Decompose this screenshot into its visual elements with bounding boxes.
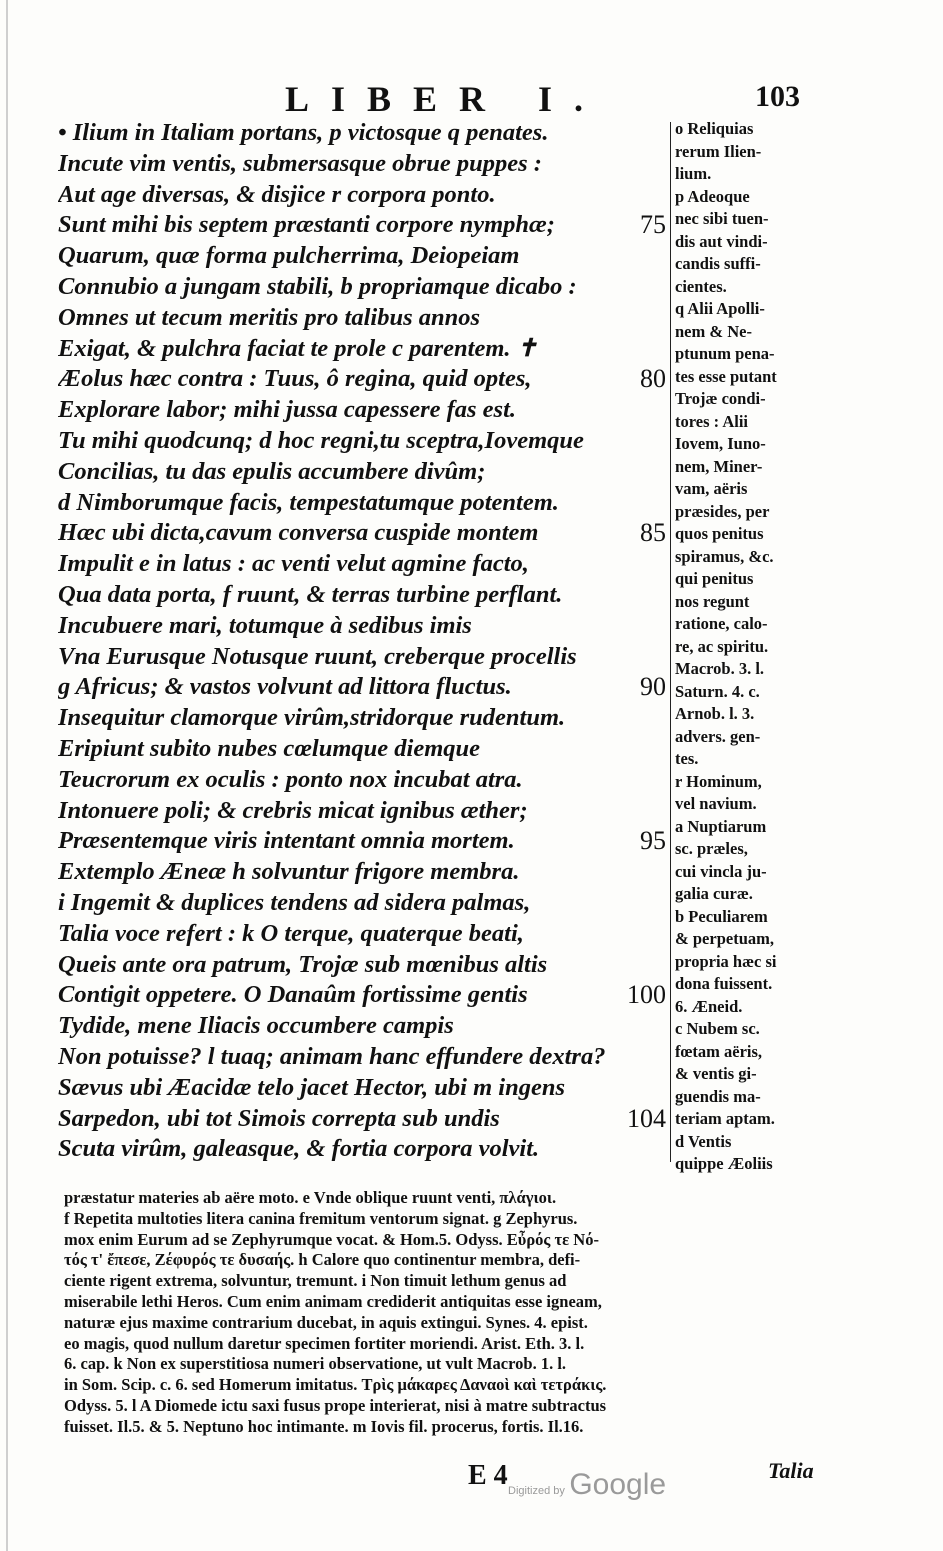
verse-line — [58, 518, 670, 549]
verse-line — [58, 796, 670, 827]
verse-text: i Ingemit & duplices tendens ad sidera palmas, — [58, 888, 531, 916]
running-head: LIBER I. — [285, 79, 606, 119]
verse-text: Explorare labor; mihi jussa capessere fas est. — [58, 396, 517, 424]
marginal-note-line: o Reliquias — [675, 119, 754, 138]
marginal-note-line: re, ac spiritu. — [675, 636, 769, 656]
marginal-note-line: galia curæ. — [675, 884, 753, 903]
line-number: 85 — [640, 518, 666, 548]
verse-line — [58, 980, 670, 1011]
verse-line — [58, 888, 670, 919]
marginal-notes — [675, 118, 825, 1176]
line-number: 100 — [627, 980, 666, 1010]
verse-text: Impulit e in latus : ac venti velut agmine facto, — [58, 550, 529, 578]
marginal-note-line: cui vincla ju- — [675, 861, 767, 881]
verse-text: Sævus ubi Æacidæ telo jacet Hector, ubi m ingens — [58, 1073, 566, 1101]
marginal-note-line: ratione, calo- — [675, 614, 768, 633]
verse-text: g Africus; & vastos volvunt ad littora fluctus. — [58, 673, 512, 701]
marginal-note-line: rerum Ilien- — [675, 141, 762, 161]
verse-line — [58, 549, 670, 580]
marginal-note-line: p Adeoque — [675, 186, 750, 206]
marginal-note-line: r Hominum, — [675, 771, 762, 791]
verse-line — [58, 950, 670, 981]
verse-line — [58, 1042, 670, 1073]
verse-text: Sarpedon, ubi tot Simois correpta sub undis — [58, 1104, 500, 1132]
marginal-note-line: teriam aptam. — [675, 1109, 775, 1128]
verse-line — [58, 1134, 670, 1165]
line-number: 80 — [640, 364, 666, 394]
verse-line — [58, 919, 670, 950]
marginal-note-line: qui penitus — [675, 569, 754, 588]
verse-text: Qua data porta, f ruunt, & terras turbine perflant. — [58, 580, 563, 608]
verse-text: Teucrorum ex oculis : ponto nox incubat atra. — [58, 765, 523, 793]
verse-text: Connubio a jungam stabili, b propriamque dicabo : — [58, 272, 577, 300]
verse-text: Exigat, & pulchra faciat te prole c parentem. ✝ — [58, 334, 538, 362]
marginal-note-line: Saturn. 4. c. — [675, 681, 760, 701]
verse-text: • Ilium in Italiam portans, p victosque q penates. — [58, 119, 549, 146]
marginal-note-line: c Nubem sc. — [675, 1019, 760, 1038]
footnote-line: 6. cap. k Non ex superstitiosa numeri observatione, ut vult Macrob. 1. l. — [64, 1354, 567, 1374]
page-number: 103 — [755, 80, 800, 113]
verse-text: Eripiunt subito nubes cœlumque diemque — [58, 734, 481, 762]
verse-line — [58, 303, 670, 334]
verse-line — [58, 272, 670, 303]
footnote-line: eo magis, quod nullum daretur specimen fortiter moriendi. Arist. Eth. 3. l. — [64, 1333, 585, 1353]
verse-line — [58, 210, 670, 241]
verse-line — [58, 149, 670, 180]
verse-text: Concilias, tu das epulis accumbere divûm; — [58, 457, 486, 485]
watermark-logo: Google — [569, 1468, 667, 1501]
verse-line — [58, 1011, 670, 1042]
watermark-prefix: Digitized by — [508, 1485, 565, 1497]
footnote-line: mox enim Eurum ad se Zephyrumque vocat. & Hom.5. Odyss. Εὖρός τε Νό- — [64, 1229, 599, 1249]
marginal-note-line: dis aut vindi- — [675, 231, 768, 251]
marginal-note-line: tores : Alii — [675, 411, 749, 431]
marginal-note-line: a Nuptiarum — [675, 816, 767, 836]
line-number: 104 — [627, 1103, 666, 1133]
marginal-note-line: b Peculiarem — [675, 906, 768, 926]
footnote-line: miserabile lethi Heros. Cum enim animam crediderit antiquitas esse igneam, — [64, 1291, 602, 1311]
marginal-note-line: Arnob. l. 3. — [675, 704, 755, 723]
verse-line — [58, 765, 670, 796]
verse-line — [58, 826, 670, 857]
marginal-note-line: candis suffi- — [675, 254, 761, 273]
verse-line — [58, 734, 670, 765]
digitized-watermark — [508, 1468, 666, 1502]
verse-text: Non potuisse? l tuaq; animam hanc effundere dextra? — [58, 1042, 606, 1070]
marginal-note-line: Iovem, Iuno- — [675, 434, 766, 453]
marginal-note-line: 6. Æneid. — [675, 996, 743, 1016]
footnotes — [64, 1188, 844, 1438]
verse-line — [58, 857, 670, 888]
line-number: 90 — [640, 672, 666, 702]
column-rule — [670, 122, 671, 1162]
marginal-note-line: Trojæ condi- — [675, 389, 766, 408]
marginal-note-line: quippe Æoliis — [675, 1154, 773, 1173]
marginal-note-line: vel navium. — [675, 794, 757, 813]
page-header — [0, 78, 943, 118]
line-number: 75 — [640, 210, 666, 240]
marginal-note-line: advers. gen- — [675, 726, 761, 746]
marginal-note-line: tes. — [675, 749, 699, 768]
verse-text: Incute vim ventis, submersasque obrue puppes : — [58, 149, 542, 177]
marginal-note-line: propria hæc si — [675, 951, 777, 971]
verse-text: Contigit oppetere. O Danaûm fortissime gentis — [58, 981, 528, 1009]
footnote-line: in Som. Scip. c. 6. sed Homerum imitatus. Τρὶς μάκαρες Δαναοὶ καὶ τετράκις. — [64, 1375, 607, 1395]
verse-line — [58, 1104, 670, 1135]
marginal-note-line: d Ventis — [675, 1131, 732, 1151]
verse-text: Scuta virûm, galeasque, & fortia corpora volvit. — [58, 1135, 540, 1163]
footnote-line: fuisset. Il.5. & 5. Neptuno hoc intimante. m Iovis fil. procerus, fortis. Il.16. — [64, 1416, 584, 1436]
verse-line — [58, 457, 670, 488]
verse-text: d Nimborumque facis, tempestatumque potentem. — [58, 488, 559, 516]
verse-text: Aut age diversas, & disjice r corpora ponto. — [58, 180, 496, 208]
footnote-line: præstatur materies ab aëre moto. e Vnde oblique ruunt venti, πλάγιοι. — [64, 1188, 557, 1207]
page-edge — [6, 0, 8, 1551]
catchword: Talia — [768, 1458, 814, 1483]
verse-text: Hæc ubi dicta,cavum conversa cuspide montem — [58, 519, 539, 547]
verse-text: Sunt mihi bis septem præstanti corpore nymphæ; — [58, 211, 555, 239]
marginal-note-line: nos regunt — [675, 591, 750, 611]
marginal-note-line: spiramus, &c. — [675, 546, 774, 566]
verse-text: Æolus hæc contra : Tuus, ô regina, quid optes, — [58, 365, 532, 393]
verse-line — [58, 241, 670, 272]
marginal-note-line: q Alii Apolli- — [675, 299, 765, 318]
verse-line — [58, 395, 670, 426]
verse-line — [58, 364, 670, 395]
marginal-note-line: guendis ma- — [675, 1086, 761, 1106]
verse-text: Præsentemque viris intentant omnia mortem. — [58, 827, 515, 855]
marginal-note-line: & perpetuam, — [675, 929, 774, 948]
marginal-note-line: sc. præles, — [675, 839, 748, 858]
verse-line — [58, 580, 670, 611]
signature-mark: E 4 — [468, 1460, 508, 1491]
marginal-note-line: fœtam aëris, — [675, 1041, 763, 1061]
marginal-note-line: lium. — [675, 164, 712, 183]
footnote-line: naturæ ejus maxime contrarium ducebat, in aquis extingui. Synes. 4. epist. — [64, 1312, 588, 1332]
verse-text: Insequitur clamorque virûm,stridorque rudentum. — [58, 704, 566, 732]
marginal-note-line: nem & Ne- — [675, 321, 752, 341]
verse-line — [58, 1073, 670, 1104]
verse-line — [58, 334, 670, 365]
poem-text — [58, 118, 670, 1165]
verse-text: Extemplo Æneæ h solvuntur frigore membra. — [58, 858, 520, 886]
marginal-note-line: præsides, per — [675, 501, 770, 521]
verse-text: Tydide, mene Iliacis occumbere campis — [58, 1012, 454, 1040]
marginal-note-line: Macrob. 3. l. — [675, 659, 765, 678]
verse-line — [58, 488, 670, 519]
verse-text: Talia voce refert : k O terque, quaterque beati, — [58, 919, 524, 947]
footnote-line: ciente rigent extrema, solvuntur, tremunt. i Non timuit lethum genus ad — [64, 1271, 567, 1291]
verse-line — [58, 611, 670, 642]
verse-line — [58, 118, 670, 149]
verse-text: Intonuere poli; & crebris micat ignibus æther; — [58, 796, 528, 824]
line-number: 95 — [640, 826, 666, 856]
verse-line — [58, 703, 670, 734]
footnote-line: Odyss. 5. l A Diomede ictu saxi fusus prope interierat, nisi à matre subtractus — [64, 1395, 607, 1415]
marginal-note-line: nec sibi tuen- — [675, 209, 769, 228]
marginal-note-line: tes esse putant — [675, 366, 777, 386]
verse-text: Queis ante ora patrum, Trojæ sub mœnibus altis — [58, 950, 548, 978]
verse-line — [58, 426, 670, 457]
marginal-note-line: cientes. — [675, 276, 727, 296]
marginal-note-line: dona fuissent. — [675, 974, 773, 993]
marginal-note-line: ptunum pena- — [675, 344, 775, 363]
verse-line — [58, 180, 670, 211]
verse-text: Omnes ut tecum meritis pro talibus annos — [58, 303, 481, 331]
marginal-note-line: quos penitus — [675, 524, 764, 543]
verse-text: Vna Eurusque Notusque ruunt, creberque procellis — [58, 642, 577, 670]
verse-text: Quarum, quæ forma pulcherrima, Deiopeiam — [58, 242, 520, 270]
verse-line — [58, 672, 670, 703]
marginal-note-line: & ventis gi- — [675, 1064, 757, 1083]
verse-line — [58, 642, 670, 673]
footnote-line: f Repetita multoties litera canina fremitum ventorum signat. g Zephyrus. — [64, 1208, 578, 1228]
footnote-line: τός τ' ἔπεσε, Ζέφυρός τε δυσαής. h Calore quo continentur membra, defi- — [64, 1250, 581, 1270]
marginal-note-line: vam, aëris — [675, 479, 748, 498]
verse-text: Incubuere mari, totumque à sedibus imis — [58, 611, 472, 639]
verse-text: Tu mihi quodcunq; d hoc regni,tu sceptra,Iovemque — [58, 426, 584, 454]
marginal-note-line: nem, Miner- — [675, 456, 763, 476]
